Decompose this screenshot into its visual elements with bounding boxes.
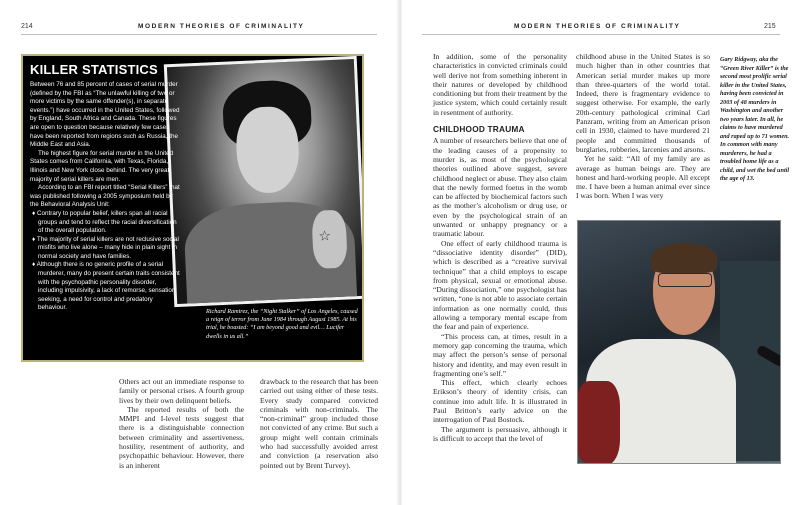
body-paragraph: drawback to the research that has been carried out using either of these tests. Every study compared convicted criminals with non-criminals. The “non-criminal” group included those not convicted of any crime. But such a group might well contain criminals who had successfully avoided arrest and conviction (a reservation also pointed out by Brent Turvey). [260,377,378,470]
body-paragraph: Others act out an immediate response to family or personal crises. A fourth group lives by their own delinquent beliefs. [119,377,244,405]
right-body-col-2 [576,52,710,201]
left-page [0,0,398,505]
right-body-col-1 [433,52,567,443]
statbox-title: KILLER STATISTICS [30,62,158,77]
photo-figure-hair [651,243,717,273]
running-head-right: MODERN THEORIES OF CRIMINALITY [514,23,681,30]
statbox-bullet-text: Although there is no generic profile of a serial murderer, many do present certain traits consistent with the psychopathic personality disorder, including impulsivity, a lack of remorse, sensation seeking, a need for control and predatory behaviour. [36,261,180,312]
ramirez-photo [164,56,364,307]
statbox-bullet: ♦ Although there is no generic profile of a serial murderer, many do present certain traits consistent with the psychopathic personality disorder, including impulsivity, a lack of remorse, sensation seeking, a need for control and predatory behaviour. [32,261,180,312]
photo-figure-face [235,106,301,195]
left-body-col-2 [260,377,378,470]
page-number-right: 215 [764,23,776,30]
statbox-bullet-text: Contrary to popular belief, killers span all racial groups and tend to reflect the racial diversification of the overall population. [36,209,177,235]
body-paragraph: In addition, some of the personality characteristics in convicted criminals could well derive not from something inherent in their natures or developed by childhood conditioning but from their treatment by the justice system, which could certainly result in resentment of authority. [433,52,567,117]
photo-figure-sleeve [577,381,620,464]
killer-statistics-box [21,54,364,362]
statbox-bullet-text: The majority of serial killers are not reclusive social misfits who live alone – many hide in plain sight in normal society and have families. [36,235,179,260]
body-paragraph: Yet he said: “All of my family are as average as human beings are. They are honest and hard-working people. All except me. I have been a human animal ever since I was born. When I was very [576,154,710,201]
left-body-col-1 [119,377,244,470]
statbox-bullet: ♦ Contrary to popular belief, killers span all racial groups and tend to reflect the racial diversification of the overall population. [32,209,177,235]
header-rule-right [422,34,780,35]
body-paragraph: A number of researchers believe that one of the leading causes of a propensity to murder is, as most of the psychological theories outlined above suggest, severe childhood neglect or abuse. They also claim that the newly formed foetus in the womb can be affected by biochemical factors such as the mother’s alcoholism or drug use, or even by the psychological strain of an unwanted or unhappy pregnancy or a traumatic labour. [433,136,567,239]
pentagram-icon: ☆ [318,229,332,245]
body-paragraph: The argument is persuasive, although it is difficult to accept that the level of [433,424,567,443]
running-head-left: MODERN THEORIES OF CRIMINALITY [138,23,305,30]
body-paragraph: The reported results of both the MMPI and I-level tests suggest that there is a distinguishable connection between criminality and assertiveness, hostility, resentment of authority, and psychopathic behaviour. However, there is an inherent [119,404,244,470]
glasses-icon [658,273,712,287]
statbox-paragraph: The highest figure for serial murder in the United States comes from California, with Texas, Florida, Illinois and New York close behind. The very great majority of serial killers are men. [30,149,174,183]
section-heading: CHILDHOOD TRAUMA [433,124,525,135]
statbox-bullet: ♦ The majority of serial killers are not reclusive social misfits who live alone – many hide in plain sight in normal society and have families. [32,235,179,260]
body-paragraph: One effect of early childhood trauma is “dissociative identity disorder” (DID), which is described as a “creative survival technique” that a child employs to escape from physical, sexual or emotional abuse. “During dissociation,” one psychologist has written, “one is not able to associate certain information as one normally could, thus allowing a temporary mental escape from the fear and pain of experience. [433,238,567,332]
body-paragraph: “This process can, at times, result in a memory gap concerning the trauma, which may affect the person’s sense of personal history and identity, and may even result in fragmenting one’s self.” [433,331,567,378]
statbox-text [30,62,182,313]
body-paragraph: childhood abuse in the United States is so much higher than in other countries that American serial murder makes up more than three-quarters of the world total. Indeed, there is fragmentary evidence to suggest otherwise. For example, the early 20th-century pathological criminal Carl Panzram, writing from an American prison cell in 1930, claimed to have murdered 21 people and committed thousands of burglaries, robberies, larcenies and arsons. [576,52,710,154]
statbox-paragraph: Between 76 and 85 percent of cases of serial murder (defined by the FBI as “The unlawful killing of two or more victims by the same offender(s), in separate events.”) have occurred in the United States, followed by England, South Africa and Canada. These figures are open to question because relatively few cases have been reported from regions such as Russia, the Middle East and Asia. [30,81,180,149]
statbox-paragraph: According to an FBI report titled “Serial Killers” that was published following a 2005 symposium held by the Behavioral Analysis Unit: [30,184,180,209]
page-number-left: 214 [21,23,33,30]
right-page [402,0,800,505]
header-rule-left [21,34,377,35]
ridgway-photo-caption: Gary Ridgway, aka the “Green River Killer” is the second most prolific serial killer in the United States, having been convicted in 2003 of 48 murders in Washington and another two years later. In all, he claims to have murdered and raped up to 71 women. In common with many murderers, he had a troubled home life as a child, and wet the bed until the age of 13. [720,56,790,182]
body-paragraph: This effect, which clearly echoes Erikson’s theory of identity crisis, can continue into adult life. It is illustrated in Paul Britton’s early advice on the interrogation of Paul Bostock. [433,378,567,425]
ridgway-photo [577,220,781,464]
ramirez-photo-caption: Richard Ramirez, the “Night Stalker” of Los Angeles, caused a reign of terror from June 1984 through August 1985. At his trial, he boasted: “I am beyond good and evil… Lucifer dwells in us all.” [206,308,358,340]
